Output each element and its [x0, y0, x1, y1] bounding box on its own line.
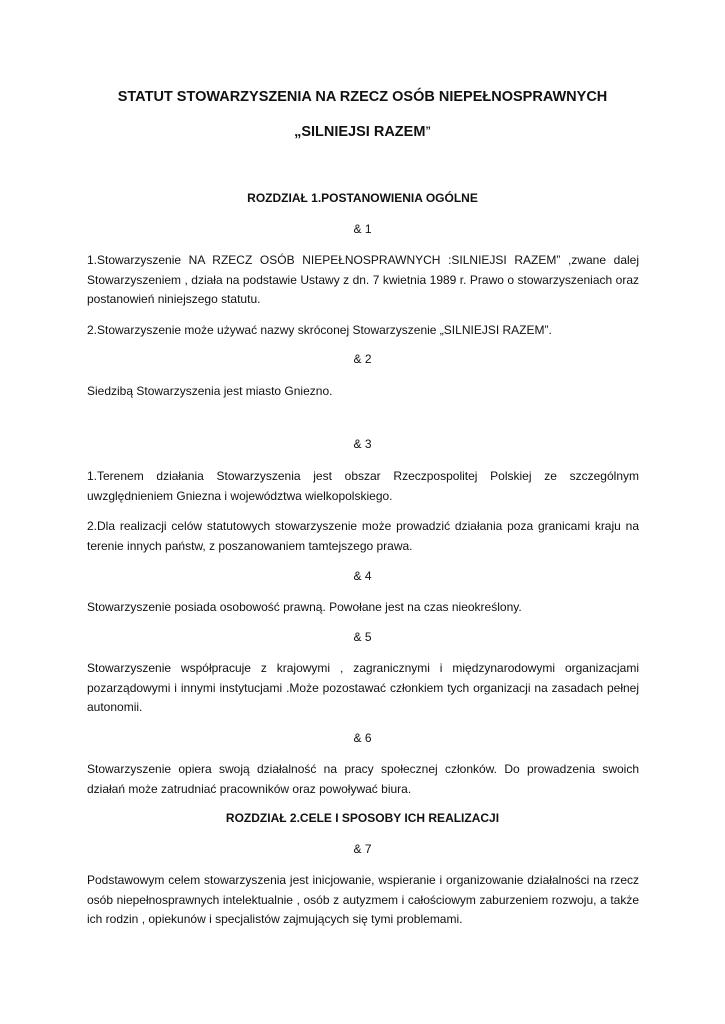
section-7-paragraph-1: Podstawowym celem stowarzyszenia jest inicjowanie, wspieranie i organizowanie działalności na rzecz osób niepełnosprawnych intelektualnie , osób z autyzmem i całościowym zaburzeniem rozwoju, a także ich rodzin , opiekunów i specjalistów zajmujących się tymi problemami. — [87, 873, 639, 926]
chapter-2-heading: ROZDZIAŁ 2.CELE I SPOSOBY ICH REALIZACJI — [225, 811, 500, 825]
section-6-paragraph-1: Stowarzyszenie opiera swoją działalność na pracy społecznej członków. Do prowadzenia swoich działań może zatrudniać pracowników oraz powoływać biura. — [87, 762, 639, 796]
closing-quote: ” — [425, 125, 431, 137]
statute-title: STATUT STOWARZYSZENIA NA RZECZ OSÓB NIEPEŁNOSPRAWNYCH — [117, 89, 608, 105]
section-3-mark: & 3 — [353, 437, 372, 451]
section-7-mark: & 7 — [353, 842, 372, 856]
section-4-mark: & 4 — [353, 569, 372, 583]
association-name-text: „SILNIEJSI RAZEM — [294, 124, 426, 140]
section-3-paragraph-1: 1.Terenem działania Stowarzyszenia jest obszar Rzeczpospolitej Polskiej ze szczególnym uwzględnieniem Gniezna i województwa wielkopolskiego. — [87, 469, 639, 503]
section-1-mark: & 1 — [353, 222, 372, 236]
section-2-paragraph-1: Siedzibą Stowarzyszenia jest miasto Gniezno. — [87, 384, 333, 398]
section-4-paragraph-1: Stowarzyszenie posiada osobowość prawną. Powołane jest na czas nieokreślony. — [87, 600, 522, 614]
section-1-paragraph-1: 1.Stowarzyszenie NA RZECZ OSÓB NIEPEŁNOSPRAWNYCH :SILNIEJSI RAZEM” ,zwane dalej Stowarzyszeniem , działa na podstawie Ustawy z dn. 7 kwietnia 1989 r. Prawo o stowarzyszeniach oraz postanowień niniejszego statutu. — [87, 253, 639, 306]
section-5-mark: & 5 — [353, 630, 372, 644]
chapter-1-heading: ROZDZIAŁ 1.POSTANOWIENIA OGÓLNE — [247, 191, 478, 205]
section-1-paragraph-2: 2.Stowarzyszenie może używać nazwy skróconej Stowarzyszenie „SILNIEJSI RAZEM”. — [87, 323, 552, 337]
section-2-mark: & 2 — [353, 352, 372, 366]
section-5-paragraph-1: Stowarzyszenie współpracuje z krajowymi , zagranicznymi i międzynarodowymi organizacjami pozarządowymi i innymi instytucjami .Może pozostawać członkiem tych organizacji na zasadach pełnej autonomii. — [87, 661, 639, 714]
section-3-paragraph-2: 2.Dla realizacji celów statutowych stowarzyszenie może prowadzić działania poza granicami kraju na terenie innych państw, z poszanowaniem tamtejszego prawa. — [87, 519, 639, 553]
association-name-title — [0, 124, 725, 140]
section-6-mark: & 6 — [353, 731, 372, 745]
